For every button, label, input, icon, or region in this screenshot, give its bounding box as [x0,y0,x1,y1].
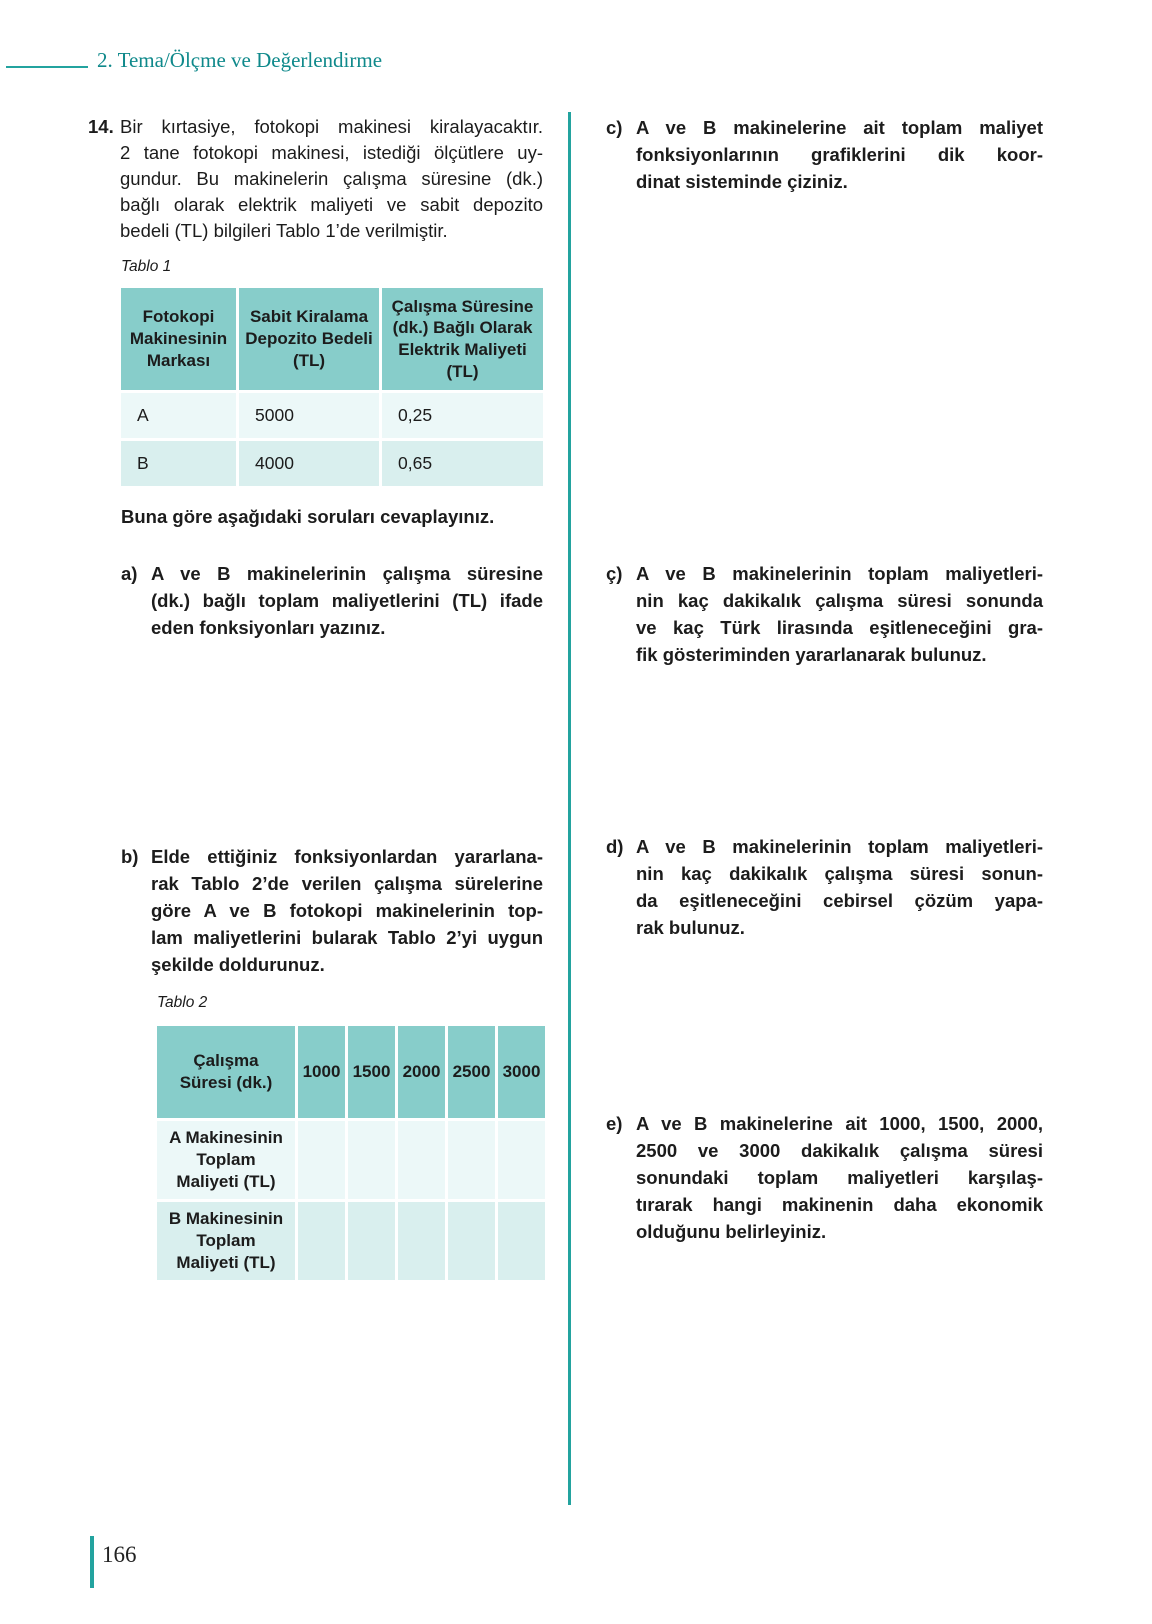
table2-cell-empty [348,1121,395,1199]
table2-cell-empty [498,1121,545,1199]
item-c [606,114,1043,195]
question-number: 14. [88,116,114,137]
table1-cell-deposit-b: 4000 [239,441,379,486]
table2-cell-empty [398,1202,445,1280]
item-e [606,1110,1043,1245]
item-cedilla-c [606,560,1043,668]
table2-header-2000: 2000 [398,1026,445,1118]
table2-cell-empty [398,1121,445,1199]
item-b [121,843,543,978]
table2-cell-empty [298,1121,345,1199]
item-cedilla-c-label: ç) [606,563,623,584]
item-b-text: Elde ettiğiniz fonksiyonlardan yararlana- rak Tablo 2’de verilen çalışma sürelerine göre A ve B fotokopi makinelerinin top- lam maliyetlerini bularak Tablo 2’yi uygun şekilde doldurunuz. [151,846,543,975]
table2-cell-empty [498,1202,545,1280]
page-number-bar [90,1536,94,1588]
table1-cell-cost-b: 0,65 [382,441,543,486]
table1-header-cell: Fotokopi Makinesinin Markası [121,288,236,390]
table1-cell-brand-b: B [121,441,236,486]
table2 [157,1026,545,1280]
page-number: 166 [102,1542,137,1567]
table2-row-header-a: A Makinesinin Toplam Maliyeti (TL) [157,1121,295,1199]
question-14 [88,114,543,244]
table2-header-duration: Çalışma Süresi (dk.) [157,1026,295,1118]
table2-cell-empty [298,1202,345,1280]
item-c-text: A ve B makinelerine ait toplam maliyet fonksiyonlarının grafiklerini dik koor- dinat sisteminde çiziniz. [636,117,1043,192]
item-a-text: A ve B makinelerinin çalışma süresine (dk.) bağlı toplam maliyetlerini (TL) ifade eden fonksiyonları yazınız. [151,563,543,638]
column-divider [568,112,571,1505]
table2-header-2500: 2500 [448,1026,495,1118]
page-header-title: 2. Tema/Ölçme ve Değerlendirme [97,48,383,72]
table1 [121,288,543,486]
table2-cell-empty [448,1202,495,1280]
table2-row-header-b: B Makinesinin Toplam Maliyeti (TL) [157,1202,295,1280]
item-e-label: e) [606,1113,623,1134]
header-rule [6,66,88,68]
table2-cell-empty [348,1202,395,1280]
item-a [121,560,543,641]
item-b-label: b) [121,846,139,867]
intro-text: Buna göre aşağıdaki soruları cevaplayınız. [121,506,495,527]
item-d-label: d) [606,836,624,857]
table2-header-1500: 1500 [348,1026,395,1118]
item-c-label: c) [606,117,623,138]
item-e-text: A ve B makinelerine ait 1000, 1500, 2000, 2500 ve 3000 dakikalık çalışma süresi sonundaki toplam maliyetleri karşılaş- tırarak hangi makinenin daha ekonomik olduğunu belirleyiniz. [636,1113,1043,1242]
table2-cell-empty [448,1121,495,1199]
item-d [606,833,1043,941]
table1-cell-cost-a: 0,25 [382,393,543,438]
table2-caption: Tablo 2 [157,994,208,1011]
table1-header-cell: Çalışma Süresine (dk.) Bağlı Olarak Elektrik Maliyeti (TL) [382,288,543,390]
table1-header-cell: Sabit Kiralama Depozito Bedeli (TL) [239,288,379,390]
table2-header-1000: 1000 [298,1026,345,1118]
table1-cell-brand-a: A [121,393,236,438]
item-a-label: a) [121,563,138,584]
table2-header-3000: 3000 [498,1026,545,1118]
item-d-text: A ve B makinelerinin toplam maliyetleri- nin kaç dakikalık çalışma süresi sonun- da eşitleneceğini cebirsel çözüm yapa- rak bulunuz. [636,836,1043,938]
table1-cell-deposit-a: 5000 [239,393,379,438]
table1-caption: Tablo 1 [121,258,172,275]
item-cedilla-c-text: A ve B makinelerinin toplam maliyetleri- nin kaç dakikalık çalışma süresi sonunda ve kaç Türk lirasında eşitleneceğini gra- fik gösteriminden yararlanarak bulunuz. [636,563,1043,665]
question-text: Bir kırtasiye, fotokopi makinesi kiralayacaktır. 2 tane fotokopi makinesi, istediği ölçütlere uy- gundur. Bu makinelerin çalışma süresine (dk.) bağlı olarak elektrik maliyeti ve sabit depozito bedeli (TL) bilgileri Tablo 1’de verilmiştir. [120,116,543,241]
